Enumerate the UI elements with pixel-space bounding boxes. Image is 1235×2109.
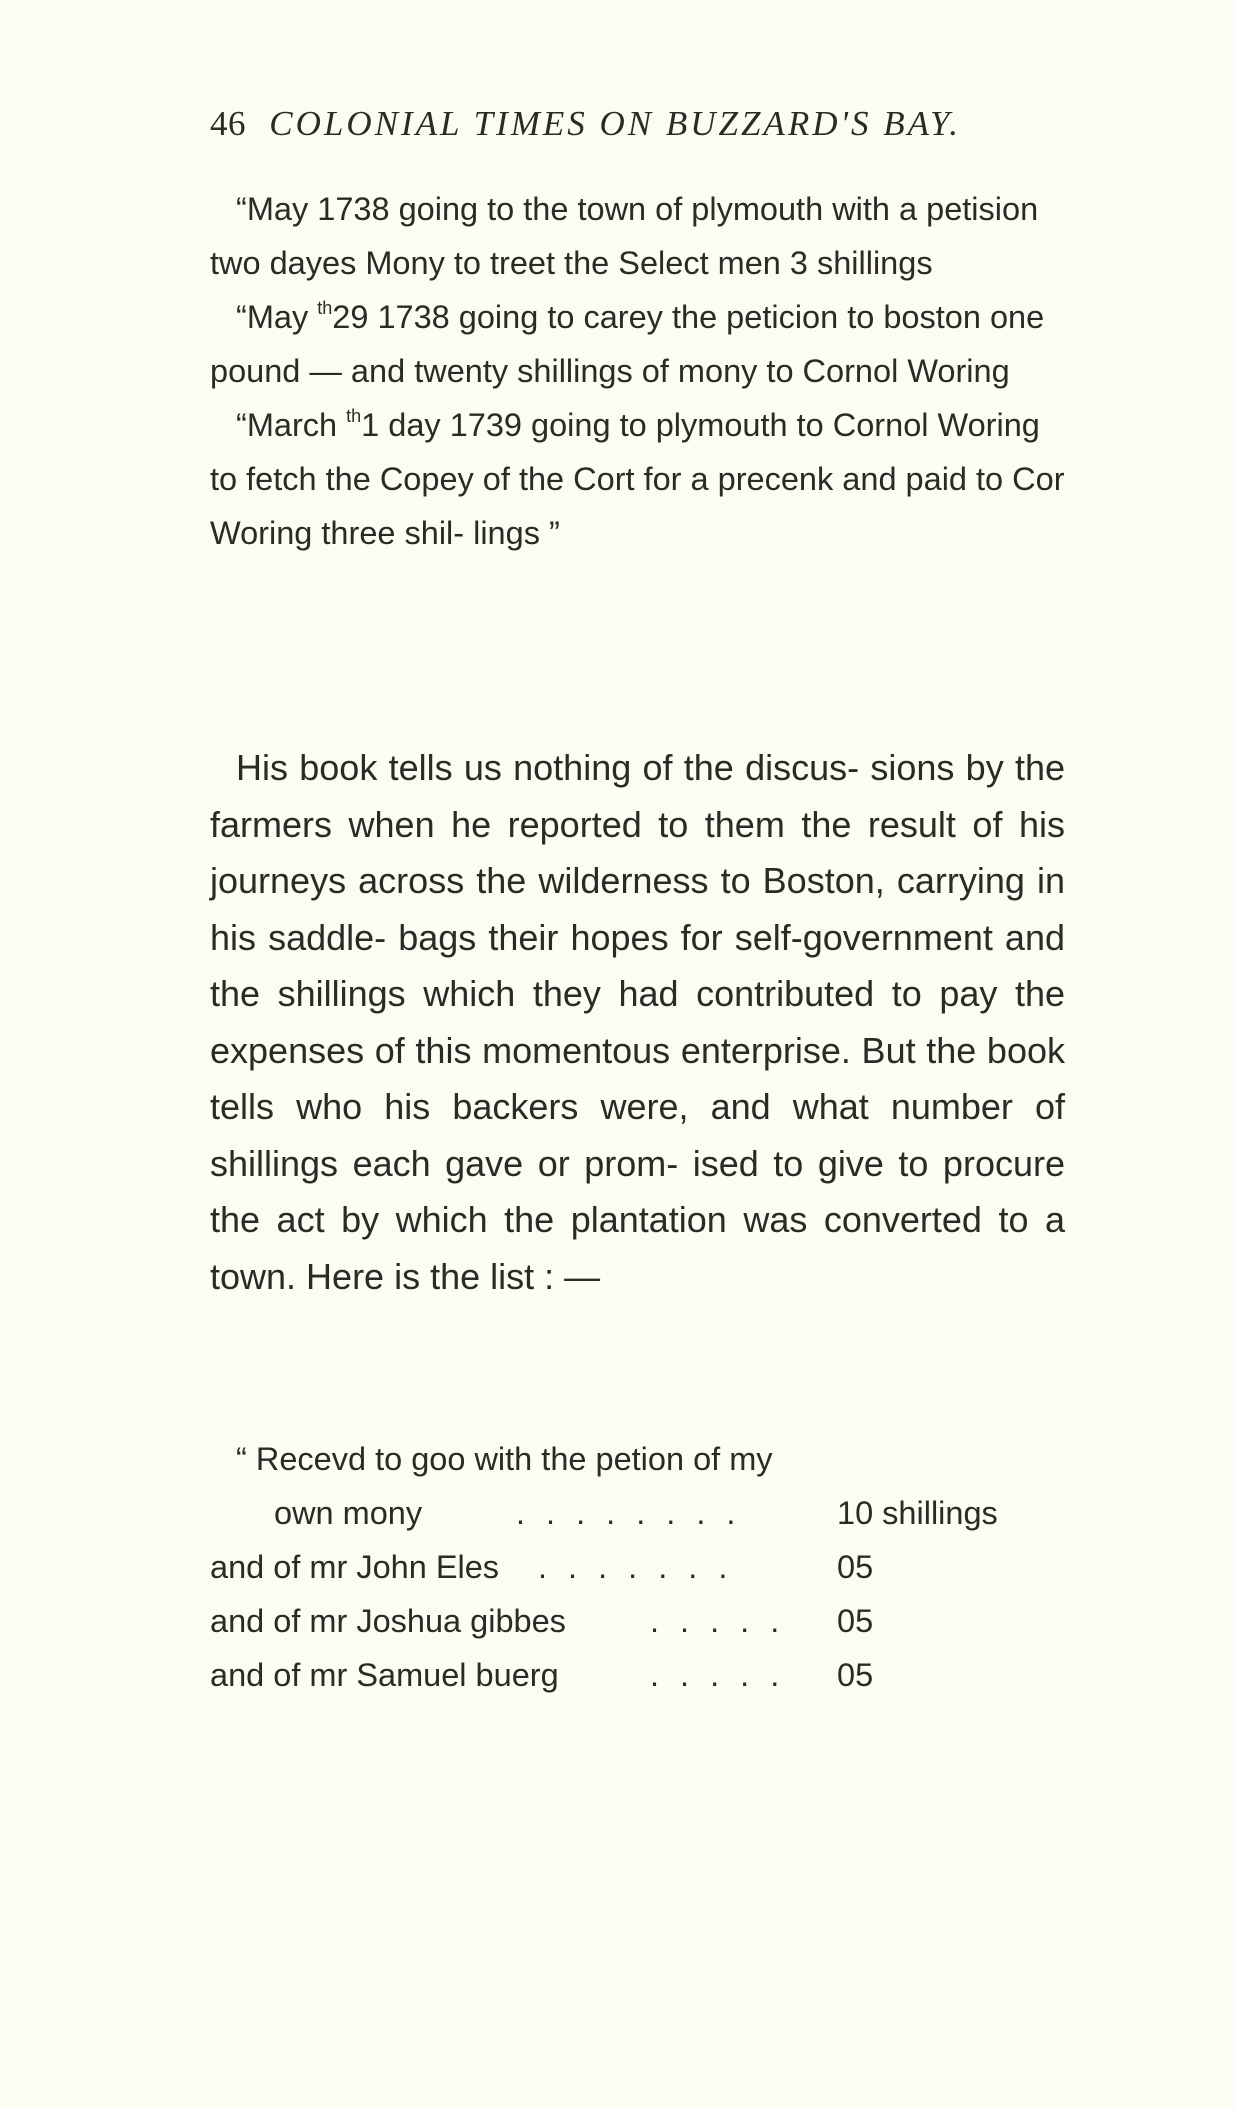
page-header: [210, 104, 1070, 144]
list-intro: “ Recevd to goo with the petion of my: [236, 1441, 773, 1477]
quote-entry: “March $^{th}$1 day 1739 going to plymouth to Cornol Woring to fetch the Copey of the Cort for a precenk and paid to Cor Woring three shil- lings ”: [210, 406, 1065, 551]
page-number: 46: [210, 104, 246, 143]
backer-amount: 10 shillings: [837, 1495, 998, 1531]
backer-amount: 05: [837, 1549, 874, 1585]
leader-dots: . . . . .: [650, 1603, 786, 1639]
quote-entry: “May $^{th}$29 1738 going to carey the peticion to boston one pound — and twenty shillings of mony to Cornol Woring: [210, 298, 1045, 389]
backer-name: and of mr John Eles: [210, 1549, 500, 1585]
backer-name: own mony: [274, 1495, 423, 1531]
ordinal-superscript: th: [346, 406, 362, 426]
backer-name: and of mr Samuel buerg: [210, 1657, 559, 1693]
backer-amount: 05: [837, 1657, 874, 1693]
list-item: [210, 1648, 1065, 1702]
backers-list: [210, 1432, 1065, 1702]
backer-amount: 05: [837, 1603, 874, 1639]
list-item: [210, 1540, 1065, 1594]
account-quotes: [210, 182, 1065, 560]
leader-dots: . . . . . . .: [538, 1549, 734, 1585]
body-paragraph: His book tells us nothing of the discus- sions by the farmers when he reported to them the result of his journeys across the wilderness to Boston, carrying in his saddle- bags their hopes for self-government and the shillings which they had contributed to pay the expenses of this momentous enterprise. But the book tells who his backers were, and what number of shillings each gave or prom- ised to give to procure the act by which the plantation was converted to a town. Here is the list : —: [210, 747, 1065, 1297]
list-item: [210, 1486, 1065, 1540]
ordinal-superscript: th: [317, 298, 333, 318]
leader-dots: . . . . .: [650, 1657, 786, 1693]
list-item: [210, 1594, 1065, 1648]
body-paragraph-block: [210, 740, 1065, 1305]
leader-dots: . . . . . . . .: [516, 1495, 742, 1531]
backer-name: and of mr Joshua gibbes: [210, 1603, 566, 1639]
quote-entry: “May 1738 going to the town of plymouth with a petision two dayes Mony to treet the Select men 3 shillings: [210, 191, 1039, 281]
running-title: COLONIAL TIMES ON BUZZARD'S BAY.: [269, 104, 962, 143]
